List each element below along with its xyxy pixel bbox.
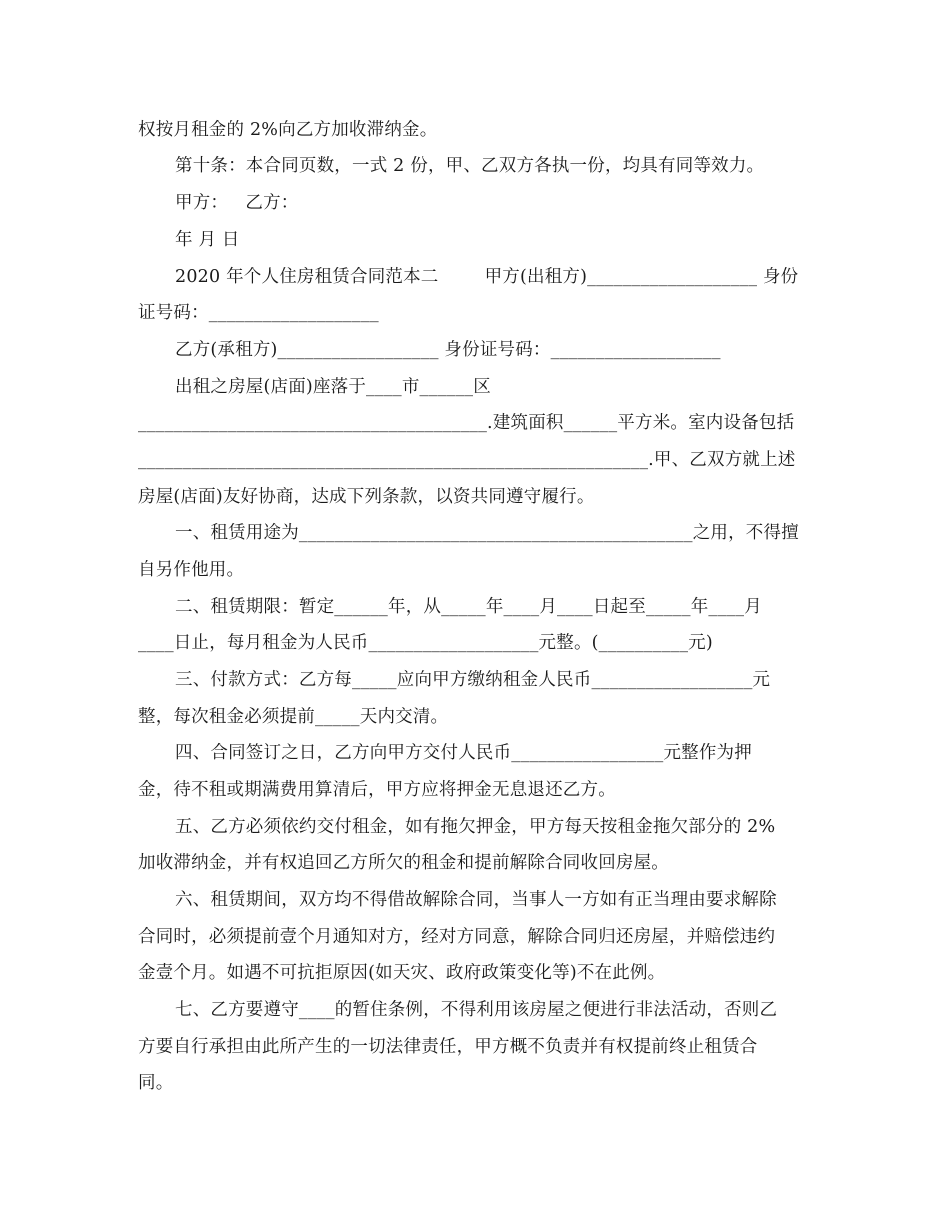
text-line: _______________________________________.建筑面积______平方米。室内设备包括 [138, 413, 795, 433]
text-line: 七、乙方要遵守____的暂住条例，不得利用该房屋之便进行非法活动，否则乙 [175, 1000, 778, 1020]
text-line: 房屋(店面)友好协商，达成下列条款，以资共同遵守履行。 [138, 487, 595, 507]
text-line: 六、租赁期间，双方均不得借故解除合同，当事人一方如有正当理由要求解除 [175, 890, 777, 910]
text-line: 三、付款方式：乙方每_____应向甲方缴纳租金人民币__________________元 [175, 670, 771, 690]
text-line: 同。 [138, 1073, 174, 1093]
text-line: 合同时，必须提前壹个月通知对方，经对方同意，解除合同归还房屋，并赔偿违约 [138, 927, 776, 947]
text-line: ____日止，每月租金为人民币___________________元整。(__________元) [138, 633, 713, 653]
text-line: 年 月 日 [175, 230, 240, 250]
text-line: 出租之房屋(店面)座落于____市______区 [175, 377, 491, 397]
text-line: 金，待不租或期满费用算清后，甲方应将押金无息退还乙方。 [138, 780, 616, 800]
text-line: 甲方： 乙方： [175, 193, 299, 213]
text-line: 一、租赁用途为____________________________________________之用，不得擅 [175, 523, 799, 543]
text-line: 二、租赁期限：暂定______年，从_____年____月____日起至_____年____月 [175, 597, 762, 617]
text-line: 整，每次租金必须提前_____天内交清。 [138, 707, 449, 727]
text-line: 金壹个月。如遇不可抗拒原因(如天灾、政府政策变化等)不在此例。 [138, 963, 666, 983]
text-line: 2020 年个人住房租赁合同范本二 甲方(出租方)___________________ 身份 [175, 267, 799, 287]
text-line: 权按月租金的 2%向乙方加收滞纳金。 [138, 120, 438, 140]
text-line: 五、乙方必须依约交付租金，如有拖欠押金，甲方每天按租金拖欠部分的 2% [175, 817, 776, 837]
text-line: 第十条：本合同页数，一式 2 份，甲、乙双方各执一份，均具有同等效力。 [175, 156, 765, 176]
text-line: 方要自行承担由此所产生的一切法律责任，甲方概不负责并有权提前终止租赁合 [138, 1037, 758, 1057]
text-line: _________________________________________________________.甲、乙双方就上述 [138, 450, 796, 470]
text-line: 加收滞纳金，并有权追回乙方所欠的租金和提前解除合同收回房屋。 [138, 853, 669, 873]
text-line: 乙方(承租方)__________________ 身份证号码：___________________ [175, 340, 721, 360]
text-line: 自另作他用。 [138, 560, 245, 580]
text-line: 证号码：___________________ [138, 303, 379, 323]
text-line: 四、合同签订之日，乙方向甲方交付人民币_________________元整作为押 [175, 743, 752, 763]
